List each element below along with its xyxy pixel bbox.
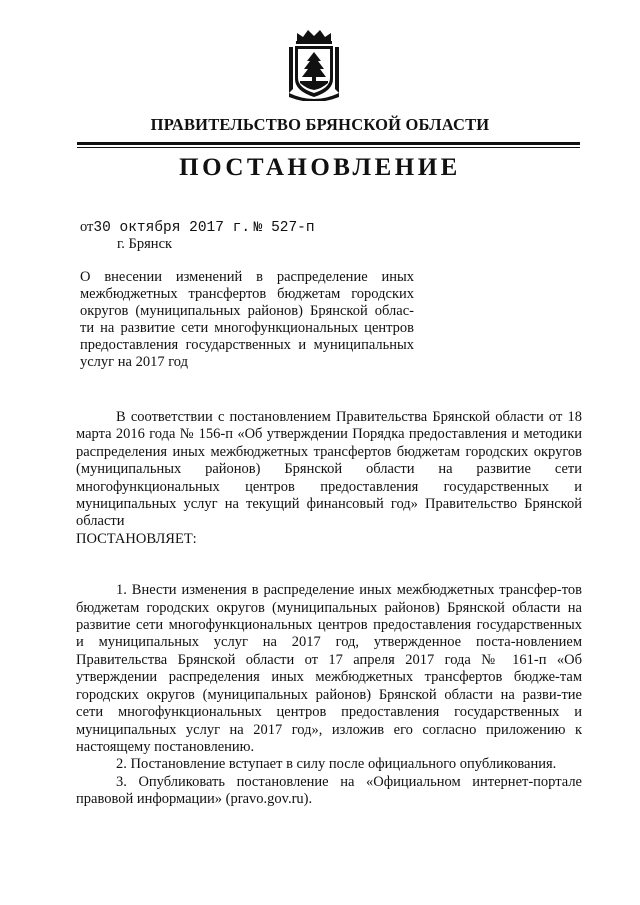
item-2-paragraph: 2. Постановление вступает в силу после официального опубликования.	[116, 756, 557, 773]
document-body	[76, 409, 582, 809]
header-divider-thin	[77, 147, 580, 148]
document-number: № 527-п	[253, 220, 315, 236]
item-3-paragraph: 3. Опубликовать постановление на «Официальном интернет-портале правовой информации» (pravo.gov.ru).	[76, 773, 582, 808]
preamble-paragraph: В соответствии с постановлением Правительства Брянской области от 18 марта 2016 года № 156-п «Об утверждении Порядка предоставления и методики распределения иных межбюджетных трансфертов бюджетам городских округов (муниципальных районов) Брянской области на развитие сети многофункциональных центров предоставления государственных и муниципальных услуг на текущий финансовый год» Правительство Брянской области	[76, 409, 582, 530]
organization-name: ПРАВИТЕЛЬСТВО БРЯНСКОЙ ОБЛАСТИ	[150, 115, 490, 134]
date-number-line	[80, 219, 315, 236]
document-city: г. Брянск	[117, 236, 173, 252]
document-date: 30 октября 2017 г.	[93, 220, 251, 236]
date-prefix: от	[80, 219, 94, 235]
bryansk-coat-of-arms-icon	[283, 27, 345, 101]
resolve-heading: ПОСТАНОВЛЯЕТ:	[76, 530, 197, 547]
item-1-paragraph: 1. Внести изменения в распределение иных межбюджетных трансфер-тов бюджетам городских округов (муниципальных районов) Брянской области на развитие сети многофункциональных центров предоставления государственных и муниципальных услуг на 2017 год, утвержденное поста-новлением Правительства Брянской области от 17 апреля 2017 года № 161-п «Об утверждении распределения иных межбюджетных трансфертов бюдже-там городских округов (муниципальных районов) Брянской области на разви-тие сети многофункциональных центров предоставления государственных и муниципальных услуг на 2017 год», изложив его согласно приложению к настоящему постановлению.	[76, 582, 582, 755]
document-subject: О внесении изменений в распределение иных межбюджетных трансфертов бюджетам городских округов (муниципальных районов) Брянской облас-ти на развитие сети многофункциональных центров предоставления государственных и муниципальных услуг на 2017 год	[80, 269, 414, 370]
header-divider-thick	[77, 142, 580, 145]
document-type-title: ПОСТАНОВЛЕНИЕ	[179, 154, 461, 181]
